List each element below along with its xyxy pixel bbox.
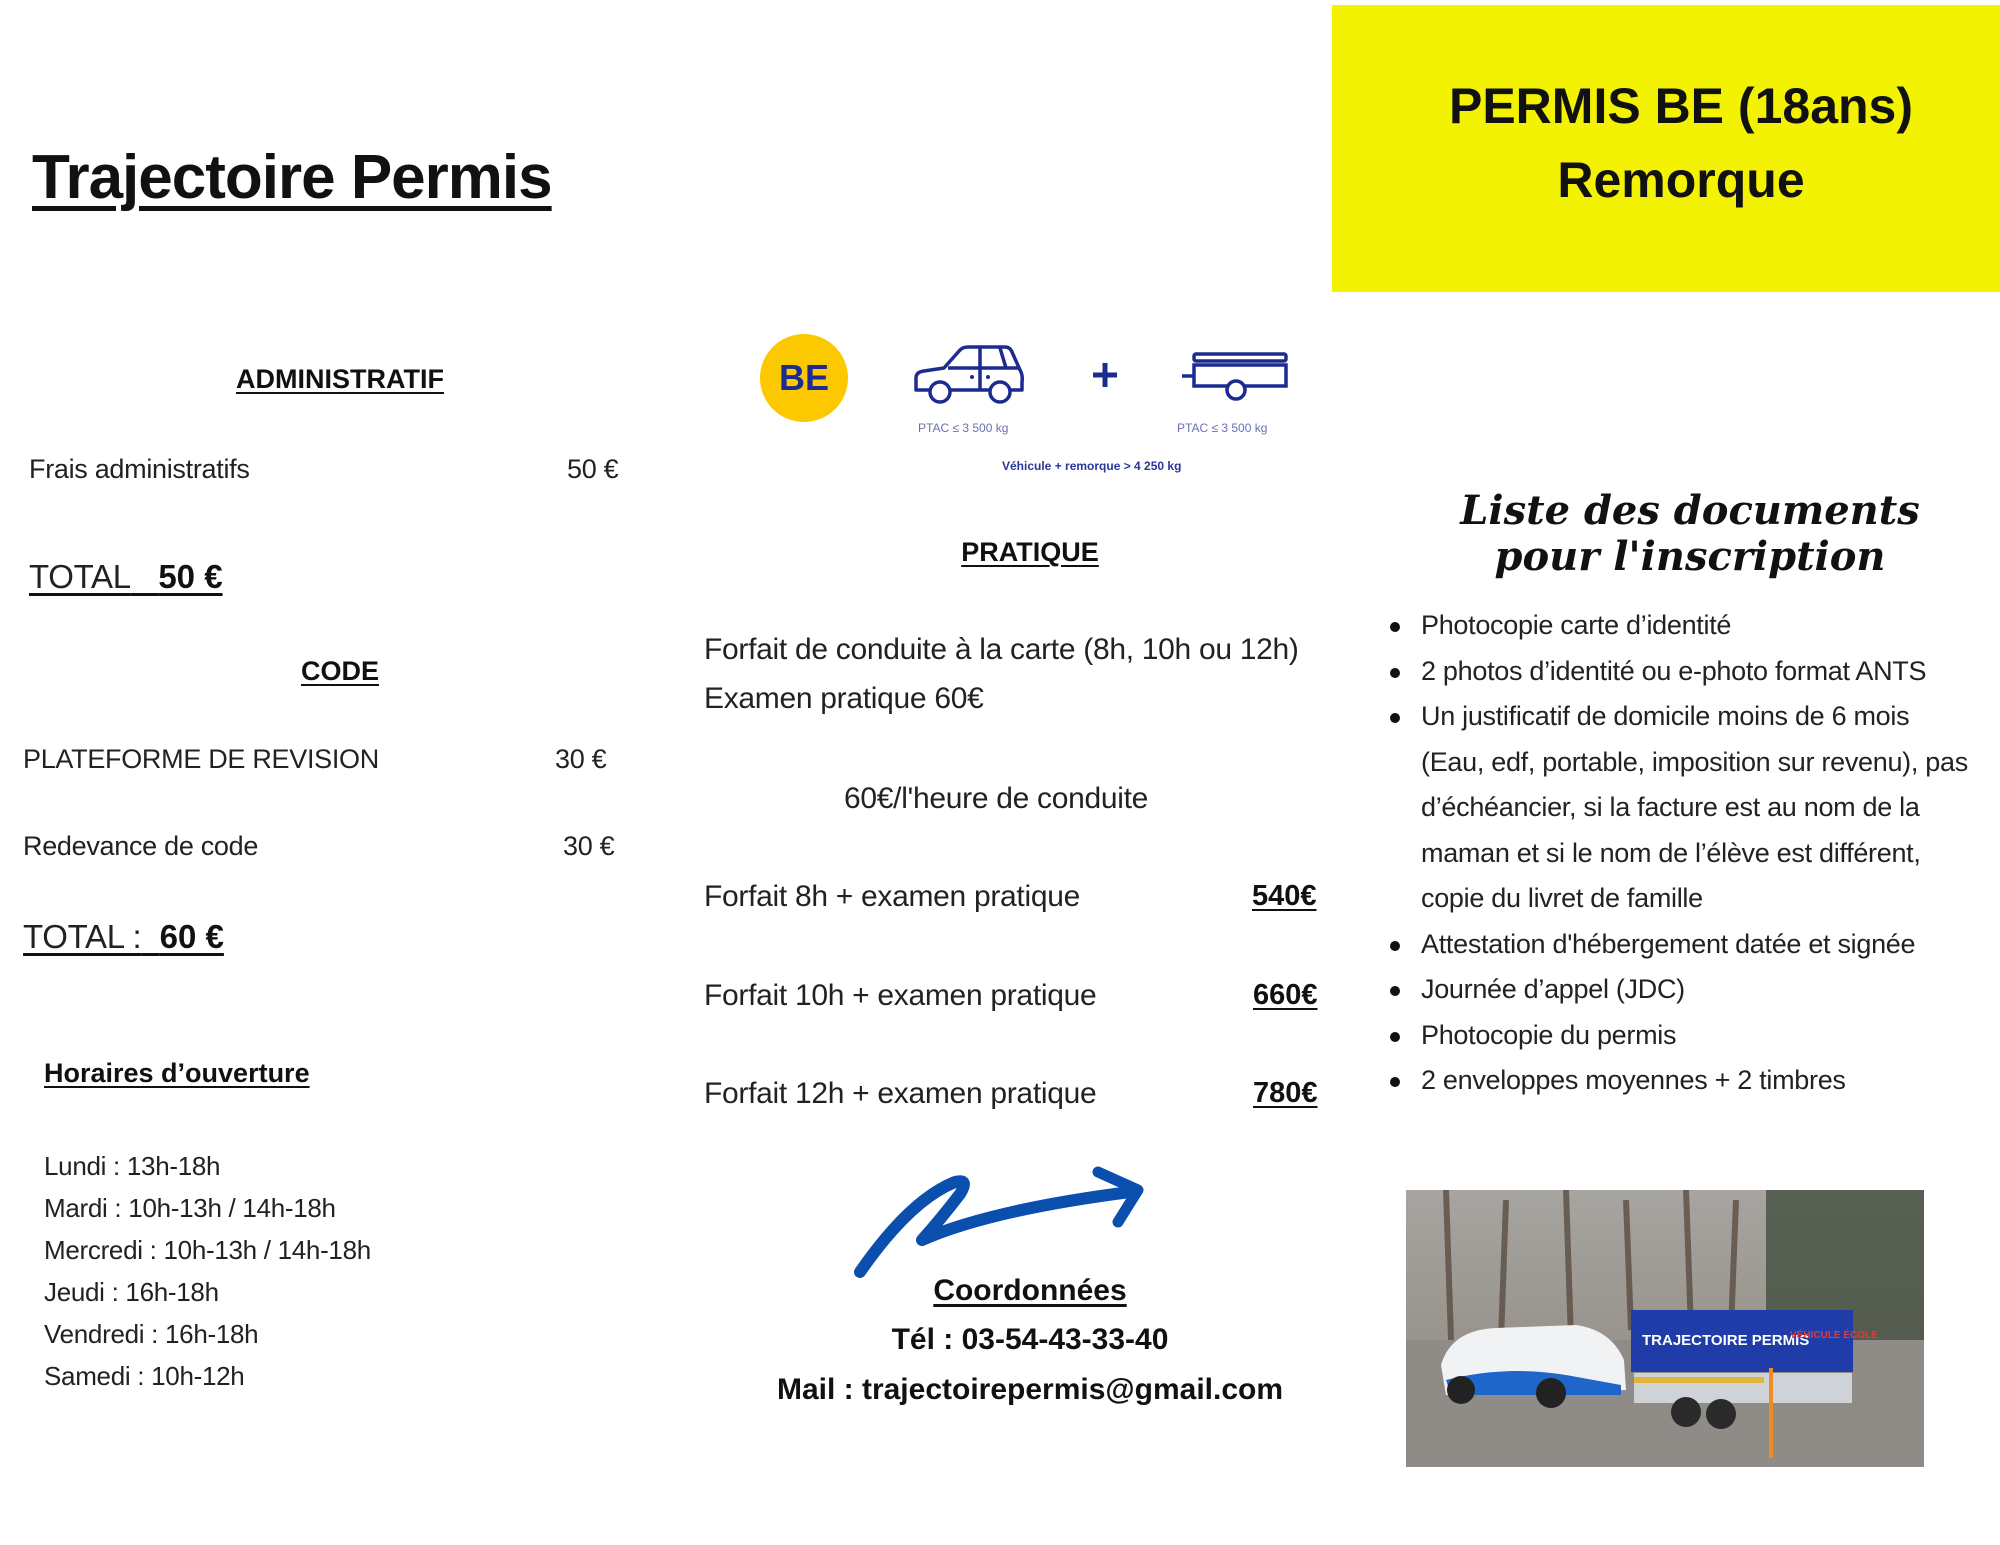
admin-total-label: TOTAL bbox=[29, 558, 131, 595]
bullet-icon bbox=[1390, 668, 1400, 678]
admin-total-value: 50 € bbox=[158, 558, 223, 595]
code-item-label: Redevance de code bbox=[23, 831, 259, 861]
admin-fee-label: Frais administratifs bbox=[29, 454, 250, 484]
swoosh-arrow-icon bbox=[840, 1160, 1160, 1280]
code-heading: CODE bbox=[300, 656, 379, 686]
car-ptac-label: PTAC ≤ 3 500 kg bbox=[918, 421, 1009, 435]
forfait-label: Forfait 10h + examen pratique bbox=[704, 979, 1097, 1012]
forfait-label: Forfait 8h + examen pratique bbox=[704, 880, 1080, 913]
car-trailer-photo bbox=[1406, 1190, 1924, 1467]
hours-saturday: Samedi : 10h-12h bbox=[44, 1361, 245, 1391]
hours-friday: Vendredi : 16h-18h bbox=[44, 1319, 259, 1349]
document-item: Photocopie du permis bbox=[1385, 1013, 1995, 1059]
code-total-value: 60 € bbox=[159, 918, 224, 955]
banner-title: PERMIS BE (18ans) bbox=[1448, 78, 1913, 134]
trailer-banner-text: TRAJECTOIRE PERMIS bbox=[1642, 1332, 1810, 1349]
banner-subtitle: Remorque bbox=[1557, 152, 1805, 208]
document-item: Photocopie carte d’identité bbox=[1385, 603, 1995, 649]
trailer-icon bbox=[1180, 350, 1290, 410]
be-badge bbox=[760, 334, 848, 422]
bullet-icon bbox=[1390, 622, 1400, 632]
documents-title bbox=[1380, 488, 2000, 580]
code-total bbox=[23, 918, 224, 956]
trailer-ptac-label: PTAC ≤ 3 500 kg bbox=[1177, 421, 1268, 435]
code-item-label: PLATEFORME DE REVISION bbox=[23, 744, 379, 774]
hours-list bbox=[44, 1145, 371, 1397]
page-title: Trajectoire Permis bbox=[32, 143, 552, 212]
pratique-intro-line1: Forfait de conduite à la carte (8h, 10h ou 12h) bbox=[704, 633, 1299, 666]
bullet-icon bbox=[1390, 1032, 1400, 1042]
document-item: Un justificatif de domicile moins de 6 mois (Eau, edf, portable, imposition sur revenu), pas d’échéancier, si la facture est au nom de la maman et si le nom de l’élève est différent, copie du livret de famille bbox=[1385, 694, 1971, 922]
documents-title-line2: pour l'inscription bbox=[1494, 533, 1886, 580]
forfait-label: Forfait 12h + examen pratique bbox=[704, 1077, 1097, 1110]
administratif-heading: ADMINISTRATIF bbox=[236, 364, 444, 394]
hours-wednesday: Mercredi : 10h-13h / 14h-18h bbox=[44, 1235, 371, 1265]
documents-list bbox=[1385, 603, 1995, 1104]
trailer-side-text: VÉHICULE ÉCOLE bbox=[1790, 1330, 1878, 1341]
code-item-price: 30 € bbox=[555, 744, 607, 774]
plus-icon bbox=[1090, 360, 1120, 390]
admin-total bbox=[29, 558, 223, 596]
document-item: 2 enveloppes moyennes + 2 timbres bbox=[1385, 1058, 1995, 1104]
bullet-icon bbox=[1390, 713, 1400, 723]
combined-weight-label: Véhicule + remorque > 4 250 kg bbox=[1002, 459, 1182, 473]
hours-heading: Horaires d’ouverture bbox=[44, 1058, 310, 1088]
forfait-price: 660€ bbox=[1253, 979, 1318, 1011]
hours-monday: Lundi : 13h-18h bbox=[44, 1151, 221, 1181]
pratique-intro-line2: Examen pratique 60€ bbox=[704, 682, 984, 715]
contact-phone[interactable]: Tél : 03-54-43-33-40 bbox=[891, 1323, 1169, 1356]
be-badge-label: BE bbox=[778, 357, 829, 398]
code-item-price: 30 € bbox=[563, 831, 615, 861]
documents-title-line1: Liste des documents bbox=[1460, 487, 1920, 534]
contact-heading: Coordonnées bbox=[933, 1274, 1127, 1307]
photo-illustration bbox=[1406, 1190, 1924, 1467]
bullet-icon bbox=[1390, 941, 1400, 951]
forfait-price: 540€ bbox=[1252, 880, 1317, 912]
document-item: Attestation d'hébergement datée et signée bbox=[1385, 922, 1995, 968]
bullet-icon bbox=[1390, 1077, 1400, 1087]
document-item: 2 photos d’identité ou e-photo format ANTS bbox=[1385, 649, 1995, 695]
admin-fee-price: 50 € bbox=[567, 454, 619, 484]
pratique-heading: PRATIQUE bbox=[961, 537, 1099, 567]
license-banner bbox=[1332, 5, 2000, 292]
hours-thursday: Jeudi : 16h-18h bbox=[44, 1277, 219, 1307]
contact-email[interactable]: Mail : trajectoirepermis@gmail.com bbox=[776, 1373, 1284, 1406]
bullet-icon bbox=[1390, 986, 1400, 996]
forfait-price: 780€ bbox=[1253, 1077, 1318, 1109]
pratique-hourly-rate: 60€/l'heure de conduite bbox=[844, 782, 1149, 815]
car-icon bbox=[910, 340, 1030, 410]
document-item: Journée d’appel (JDC) bbox=[1385, 967, 1995, 1013]
hours-tuesday: Mardi : 10h-13h / 14h-18h bbox=[44, 1193, 336, 1223]
code-total-label: TOTAL : bbox=[23, 918, 142, 955]
